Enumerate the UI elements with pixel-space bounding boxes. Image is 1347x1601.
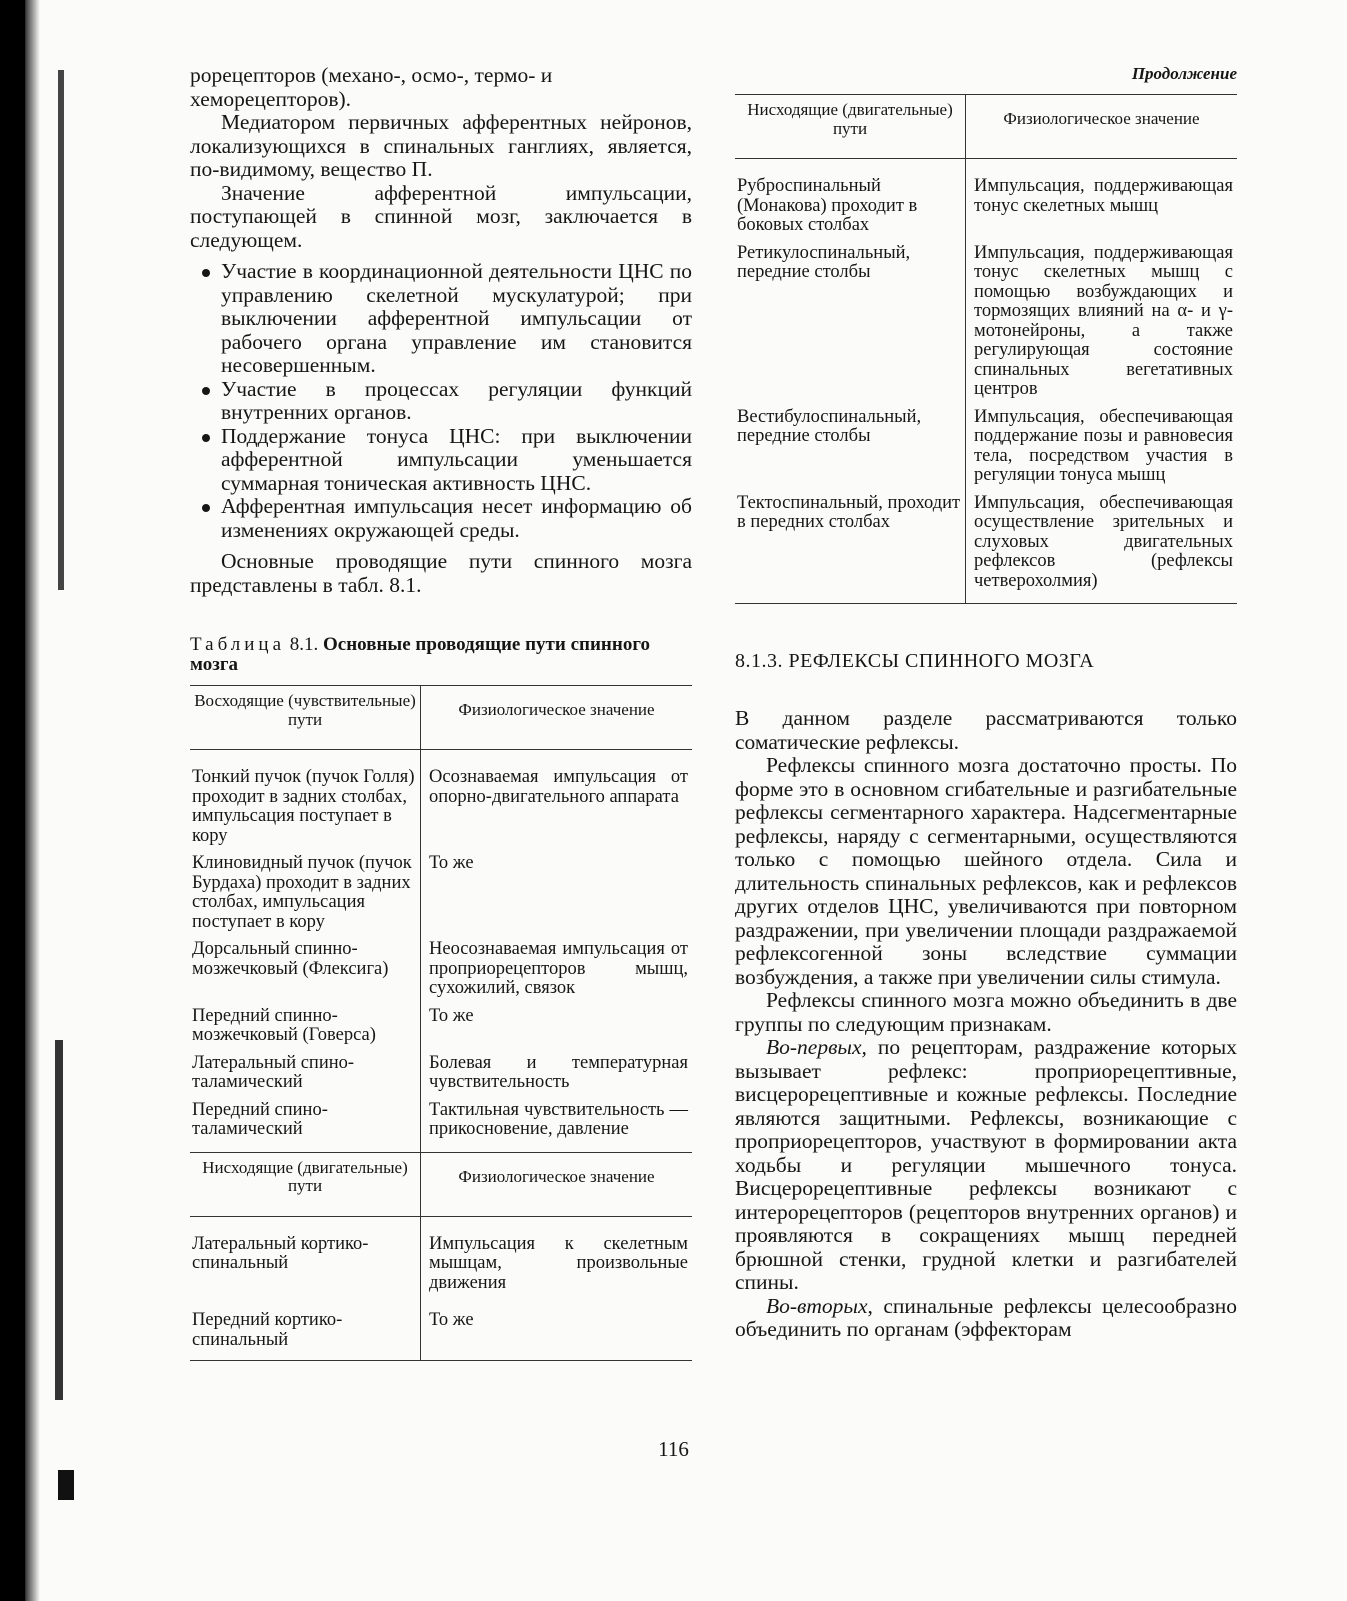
table-row xyxy=(190,750,692,853)
emphasis: Во-первых, xyxy=(766,1035,867,1059)
meaning-cell: Осознаваемая импульсация от опорно-двигательного аппарата xyxy=(429,767,688,807)
paragraph: В данном разделе рассматриваются только соматические рефлексы. xyxy=(735,706,1237,754)
column-header: Физиологическое значение xyxy=(421,1152,693,1216)
paragraph: Рефлексы спинного мозга достаточно просты. По форме это в основном сгибательные и разгибательные рефлексы сегментарного характера. Надсегментарные рефлексы, наряду с сегментарными, осуществляются только с помощью шейного отдела. Сила и длительность спинальных рефлексов, как и рефлексов других отделов ЦНС, увеличиваются при повторном раздражении, при увеличении площади раздражаемой рефлексогенной зоны вследствие суммации возбуждения, а также при увеличении силы стимула. xyxy=(735,753,1237,989)
path-cell: Тектоспинальный, проходит в передних столбах xyxy=(735,492,966,604)
paragraph-text: по рецепторам, раздражение которых вызывает рефлекс: проприорецептивные, висцерорецептивные и кожные рефлексы. Последние являются защитными. Рефлексы, возникающие с проприорецепторов, участвуют в формировании акта ходьбы и регуляции мышечного тонуса. Висцерорецептивные рефлексы возникают с интерорецепторов (рецепторов внутренних органов) и проявляются в сокращениях мышц передней брюшной стенки, грудной клетки и разгибателей спины. xyxy=(735,1035,1237,1294)
table-row xyxy=(190,1052,692,1099)
meaning-cell: Импульсация к скелетным мышцам, произвольные движения xyxy=(429,1233,688,1293)
meaning-cell: То же xyxy=(429,1310,474,1330)
path-cell: Клиновидный пучок (пучок Бурдаха) проходит в задних столбах, импульсация поступает в кору xyxy=(190,852,421,938)
scan-mark xyxy=(58,1470,74,1500)
path-cell: Руброспинальный (Монакова) проходит в боковых столбах xyxy=(735,159,966,242)
column-header: Нисходящие (двигательные) пути xyxy=(190,1152,421,1216)
path-cell: Дорсальный спинно-мозжечковый (Флексига) xyxy=(190,938,421,1005)
path-cell: Передний спино-таламический xyxy=(190,1099,421,1152)
pathways-table-continued xyxy=(735,94,1237,604)
table-row xyxy=(190,1099,692,1152)
paragraph: рорецепторов (механо-, осмо-, термо- и хеморецепторов). xyxy=(190,63,553,111)
section-heading: 8.1.3. РЕФЛЕКСЫ СПИННОГО МОЗГА xyxy=(735,650,1095,672)
table-row xyxy=(190,1216,692,1309)
caption-prefix: Таблица xyxy=(190,634,286,655)
bullet-list xyxy=(190,260,692,542)
path-cell: Латеральный кортико-спинальный xyxy=(190,1216,421,1309)
path-cell: Латеральный спино-таламический xyxy=(190,1052,421,1099)
pathways-table-descending xyxy=(190,1152,692,1362)
meaning-cell: Импульсация, поддерживающая тонус скелетных мышц с помощью возбуждающих и тормозящих влияний на α- и γ-мотонейроны, а также регулирующая состояние спинальных вегетативных центров xyxy=(974,242,1233,399)
path-cell: Передний спинно-мозжечковый (Говерса) xyxy=(190,1005,421,1052)
column-header: Физиологическое значение xyxy=(966,95,1238,159)
paragraph: Основные проводящие пути спинного мозга представлены в табл. 8.1. xyxy=(190,549,692,597)
scan-mark xyxy=(58,70,64,590)
emphasis: Во-вторых xyxy=(766,1293,868,1318)
table-row xyxy=(190,1005,692,1052)
paragraph: Рефлексы спинного мозга можно объединить в две группы по следующим признакам. xyxy=(735,988,1237,1036)
page-number: 116 xyxy=(658,1437,689,1461)
scan-edge-shadow xyxy=(0,0,40,1601)
column-header: Восходящие (чувствительные) пути xyxy=(190,686,421,750)
column-header: Физиологическое значение xyxy=(421,686,693,750)
path-cell: Передний кортико-спинальный xyxy=(190,1309,421,1361)
caption-number: 8.1. xyxy=(289,634,319,655)
list-item: Участие в координационной деятельности ЦНС по управлению скелетной мускулатурой; при выключении афферентной импульсации от рабочего органа управление им становится несовершенным. xyxy=(190,260,692,378)
table-row xyxy=(190,1309,692,1361)
table-row xyxy=(735,159,1237,242)
paragraph-text: , спинальные рефлексы целесообразно объединить по органам (эффекторам xyxy=(735,1293,1237,1341)
path-cell: Ретикулоспинальный, передние столбы xyxy=(735,242,966,406)
caption-title: Основные проводящие пути спинного мозга xyxy=(190,634,650,675)
meaning-cell: Тактильная чувствительность — прикосновение, давление xyxy=(429,1099,688,1139)
table-row xyxy=(735,406,1237,492)
meaning-cell: Неосознаваемая импульсация от проприорецепторов мышц, сухожилий, связок xyxy=(429,939,688,998)
paragraph xyxy=(735,1295,1237,1342)
paragraph xyxy=(735,1036,1237,1295)
pathways-table-ascending xyxy=(190,685,692,1152)
meaning-cell: Импульсация, обеспечивающая поддержание позы и равновесия тела, посредством участия в регуляции тонуса мышц xyxy=(974,406,1233,485)
list-item: Поддержание тонуса ЦНС: при выключении афферентной импульсации уменьшается суммарная тоническая активность ЦНС. xyxy=(190,425,692,496)
column-header: Нисходящие (двигательные) пути xyxy=(735,95,966,159)
meaning-cell: То же xyxy=(429,853,474,873)
table-caption xyxy=(190,635,692,675)
meaning-cell: Импульсация, обеспечивающая осуществление зрительных и слуховых двигательных рефлексов (рефлексы четверохолмия) xyxy=(974,492,1233,591)
meaning-cell: Импульсация, поддерживающая тонус скелетных мышц xyxy=(974,176,1233,216)
table-row xyxy=(190,852,692,938)
path-cell: Вестибулоспинальный, передние столбы xyxy=(735,406,966,492)
list-item: Участие в процессах регуляции функций внутренних органов. xyxy=(190,378,692,425)
left-column xyxy=(190,64,692,1361)
table-row xyxy=(190,938,692,1005)
paragraph: Медиатором первичных афферентных нейронов, локализующихся в спинальных ганглиях, является, по-видимому, вещество П. xyxy=(190,110,692,181)
list-item: Афферентная импульсация несет информацию об изменениях окружающей среды. xyxy=(190,495,692,542)
table-row xyxy=(735,492,1237,604)
meaning-cell: То же xyxy=(429,1005,474,1026)
table-row xyxy=(735,242,1237,406)
table-continuation-label: Продолжение xyxy=(1131,64,1237,83)
meaning-cell: Болевая и температурная чувствительность xyxy=(429,1052,688,1092)
path-cell: Тонкий пучок (пучок Голля) проходит в задних столбах, импульсация поступает в кору xyxy=(190,750,421,853)
scan-mark xyxy=(55,1040,63,1400)
right-column xyxy=(735,64,1237,1342)
paragraph: Значение афферентной импульсации, поступающей в спинной мозг, заключается в следующем. xyxy=(190,180,692,252)
